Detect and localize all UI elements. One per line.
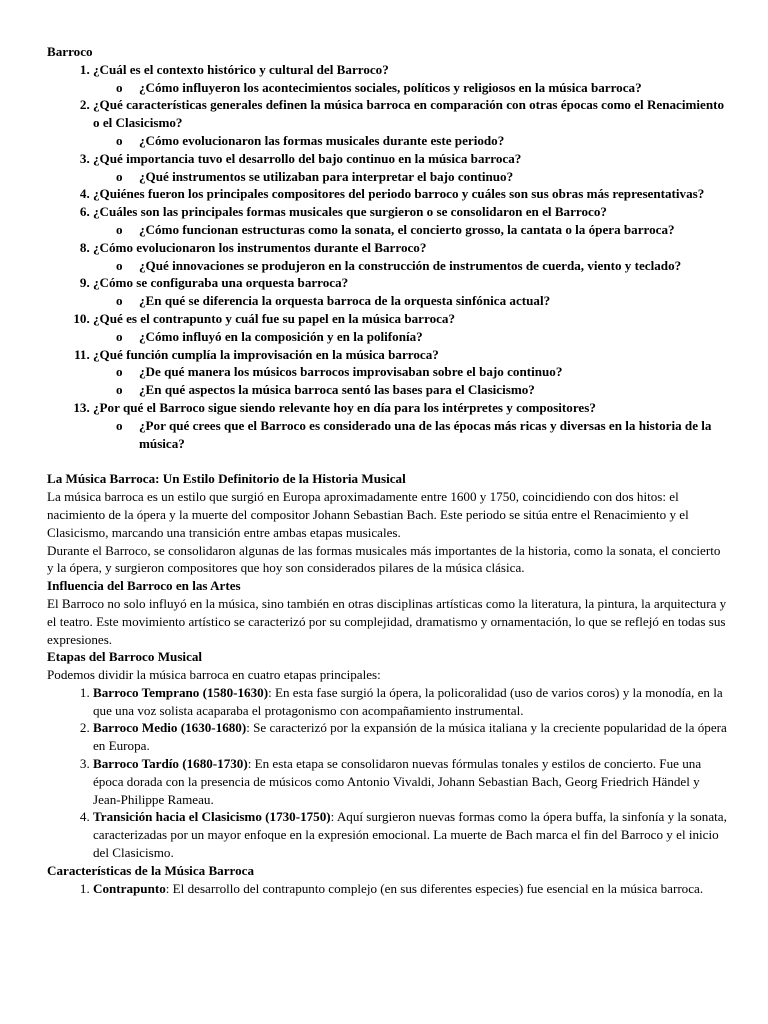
essay-title: La Música Barroca: Un Estilo Definitorio de la Historia Musical bbox=[47, 471, 406, 487]
sub-question: o ¿De qué manera los músicos barrocos improvisaban sobre el bajo continuo? bbox=[139, 363, 728, 381]
question-item: 4. ¿Quiénes fueron los principales compositores del periodo barroco y cuáles son sus obras más representativas? bbox=[93, 185, 728, 203]
sub-question: o ¿Qué instrumentos se utilizaban para interpretar el bajo continuo? bbox=[139, 168, 728, 186]
sub-question: o ¿En qué se diferencia la orquesta barroca de la orquesta sinfónica actual? bbox=[139, 292, 728, 310]
sub-question: o ¿Por qué crees que el Barroco es considerado una de las épocas más ricas y diversas en la historia de la música? bbox=[139, 417, 728, 453]
essay-paragraph: Durante el Barroco, se consolidaron algunas de las formas musicales más importantes de la historia, como la sonata, el concierto y la ópera, y surgieron compositores que hoy son considerados pilares de la música clásica. bbox=[47, 542, 721, 576]
question-item: 1. ¿Cuál es el contexto histórico y cultural del Barroco? o ¿Cómo influyeron los acontecimientos sociales, políticos y religiosos en la música barroca? bbox=[93, 61, 728, 97]
question-item: 13. ¿Por qué el Barroco sigue siendo relevante hoy en día para los intérpretes y compositores? o ¿Por qué crees que el Barroco es considerado una de las épocas más ricas y diversas en la historia de la música? bbox=[93, 399, 728, 452]
sub-question: o ¿Cómo evolucionaron las formas musicales durante este periodo? bbox=[139, 132, 728, 150]
question-item: 10. ¿Qué es el contrapunto y cuál fue su papel en la música barroca? o ¿Cómo influyó en la composición y en la polifonía? bbox=[93, 310, 728, 346]
features-heading: Características de la Música Barroca bbox=[47, 862, 255, 878]
sub-question: o ¿Qué innovaciones se produjeron en la construcción de instrumentos de cuerda, viento y teclado? bbox=[139, 257, 728, 275]
stage-item: 4. Transición hacia el Clasicismo (1730-1750): Aquí surgieron nuevas formas como la ópera buffa, la sinfonía y la sonata, caracterizadas por un mayor enfoque en la expresión emocional. La muerte de Bach marca el fin del Barroco y el inicio del Clasicismo. bbox=[93, 808, 728, 861]
question-item: 3. ¿Qué importancia tuvo el desarrollo del bajo continuo en la música barroca? o ¿Qué instrumentos se utilizaban para interpretar el bajo continuo? bbox=[93, 150, 728, 186]
sub-question: o ¿Cómo influyeron los acontecimientos sociales, políticos y religiosos en la música barroca? bbox=[139, 79, 728, 97]
document-title: Barroco bbox=[47, 44, 93, 59]
question-item: 6. ¿Cuáles son las principales formas musicales que surgieron o se consolidaron en el Barroco? o ¿Cómo funcionan estructuras como la sonata, el concierto grosso, la cantata o la ópera barroca? bbox=[93, 203, 728, 239]
essay-paragraph: La música barroca es un estilo que surgió en Europa aproximadamente entre 1600 y 1750, coincidiendo con dos hitos: el nacimiento de la ópera y la muerte del compositor Johann Sebastian Bach. Este periodo se sitúa entre el Renacimiento y el Clasicismo, marcando una transición entre ambas etapas musicales. bbox=[47, 489, 689, 540]
question-item: 8. ¿Cómo evolucionaron los instrumentos durante el Barroco? o ¿Qué innovaciones se produjeron en la construcción de instrumentos de cuerda, viento y teclado? bbox=[93, 239, 728, 275]
stage-item: 1. Barroco Temprano (1580-1630): En esta fase surgió la ópera, la policoralidad (uso de varios coros) y la monodía, en la que una voz solista acaparaba el protagonismo con acompañamiento instrumental. bbox=[93, 684, 728, 720]
question-item: 9. ¿Cómo se configuraba una orquesta barroca? o ¿En qué se diferencia la orquesta barroca de la orquesta sinfónica actual? bbox=[93, 274, 728, 310]
influence-paragraph: El Barroco no solo influyó en la música, sino también en otras disciplinas artísticas como la literatura, la pintura, la arquitectura y el teatro. Este movimiento artístico se caracterizó por su complejidad, dramatismo y ornamentación, lo que se reflejó en todas sus expresiones. bbox=[47, 595, 727, 647]
influence-heading: Influencia del Barroco en las Artes bbox=[47, 578, 241, 594]
sub-question: o ¿Cómo funcionan estructuras como la sonata, el concierto grosso, la cantata o la ópera barroca? bbox=[139, 221, 728, 239]
features-list bbox=[47, 880, 728, 898]
stages-heading: Etapas del Barroco Musical bbox=[47, 649, 203, 665]
sub-question: o ¿Cómo influyó en la composición y en la polifonía? bbox=[139, 328, 728, 346]
sub-question: o ¿En qué aspectos la música barroca sentó las bases para el Clasicismo? bbox=[139, 381, 728, 399]
feature-item: 1. Contrapunto: El desarrollo del contrapunto complejo (en sus diferentes especies) fue esencial en la música barroca. bbox=[93, 880, 728, 898]
question-item: 11. ¿Qué función cumplía la improvisación en la música barroca? o ¿De qué manera los músicos barrocos improvisaban sobre el bajo continuo? o ¿En qué aspectos la música barroca sentó las bases para el Clasicismo? bbox=[93, 346, 728, 399]
stages-intro: Podemos dividir la música barroca en cuatro etapas principales: bbox=[47, 667, 381, 683]
stage-item: 2. Barroco Medio (1630-1680): Se caracterizó por la expansión de la música italiana y la creciente popularidad de la ópera en Europa. bbox=[93, 719, 728, 755]
stages-list bbox=[47, 684, 728, 862]
question-item: 2. ¿Qué características generales definen la música barroca en comparación con otras épocas como el Renacimiento o el Clasicismo? o ¿Cómo evolucionaron las formas musicales durante este periodo? bbox=[93, 96, 728, 149]
stage-item: 3. Barroco Tardío (1680-1730): En esta etapa se consolidaron nuevas fórmulas tonales y estilos de concierto. Fue una época dorada con la presencia de músicos como Antonio Vivaldi, Johann Sebastian Bach, Georg Friedrich Händel y Jean-Philippe Rameau. bbox=[93, 755, 728, 808]
question-list bbox=[47, 61, 728, 453]
